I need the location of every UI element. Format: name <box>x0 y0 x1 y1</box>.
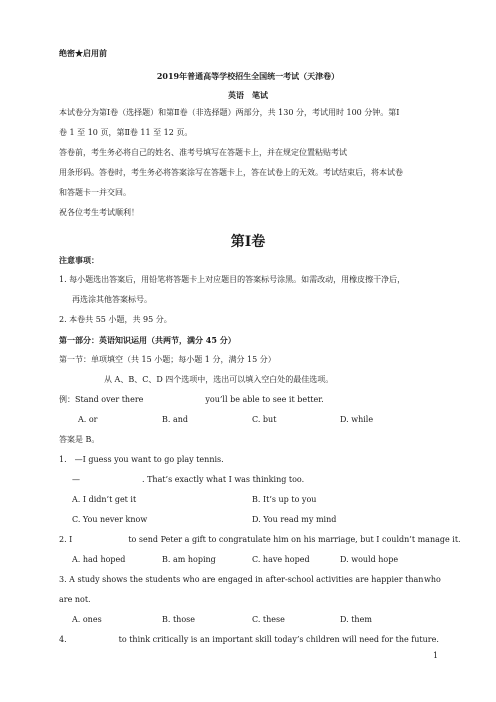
note-1b: 再选涂其他答案标号。 <box>72 295 152 304</box>
example-stem <box>59 395 324 405</box>
subpart-1-heading: 第一节：单项填空（共 15 小题；每小题 1 分，满分 15 分） <box>59 355 276 364</box>
q2-option-d: D. would hope <box>340 555 399 564</box>
q2-option-b: B. am hoping <box>162 555 216 564</box>
q1-reply <box>72 475 304 485</box>
q1-reply-dash: — <box>72 475 80 484</box>
q3-stem-who: who <box>424 575 441 584</box>
part-1-heading: 第一部分：英语知识运用（共两节，满分 45 分） <box>59 335 236 345</box>
note-2: 2. 本卷共 55 小题，共 95 分。 <box>59 315 172 324</box>
q1-reply-post: . That’s exactly what I was thinking too. <box>142 475 305 484</box>
exam-title: 2019年普通高等学校招生全国统一考试（天津卷） <box>156 71 340 81</box>
q3-option-a: A. ones <box>72 615 102 624</box>
q2-stem-pre: 2. I <box>59 535 73 544</box>
q2-option-a: A. had hoped <box>72 555 126 564</box>
q2-stem <box>59 535 461 545</box>
q1-option-d: D. You read my mind <box>252 515 337 524</box>
q1-option-c: C. You never know <box>72 515 148 524</box>
q1-option-a: A. I didn’t get it <box>72 495 137 504</box>
confidential-label: 绝密★启用前 <box>59 48 107 58</box>
example-option-c: C. but <box>252 415 277 424</box>
page-number: 1 <box>433 651 439 660</box>
intro-line-6: 祝各位考生考试顺利！ <box>59 208 139 217</box>
intro-line-1: 本试卷分为第Ⅰ卷（选择题）和第Ⅱ卷（非选择题）两部分，共 130 分，考试用时 100 分钟。第Ⅰ <box>59 108 400 117</box>
intro-line-5: 和答题卡一并交回。 <box>59 188 131 197</box>
section-title: 第Ⅰ卷 <box>230 234 266 250</box>
intro-line-3: 答卷前，考生务必将自己的姓名、准考号填写在答题卡上，并在规定位置粘贴考试 <box>59 148 347 157</box>
notes-heading: 注意事项： <box>59 255 99 265</box>
note-1a: 1. 每小题选出答案后，用铅笔将答题卡上对应题目的答案标号涂黑。如需改动，用橡皮擦干净后， <box>59 275 406 284</box>
example-stem-pre: 例：Stand over there <box>59 395 144 404</box>
q4-stem-post: to think critically is an important skill today’s children will need for the future. <box>118 635 439 644</box>
q3-option-c: C. these <box>252 615 285 624</box>
q3-option-b: B. those <box>162 615 195 624</box>
example-option-a: A. or <box>78 415 98 424</box>
example-answer: 答案是 B。 <box>59 435 100 444</box>
q4-stem-pre: 4. <box>59 635 67 644</box>
q3-stem-cont: are not. <box>59 595 91 604</box>
intro-line-2: 卷 1 至 10 页，第Ⅱ卷 11 至 12 页。 <box>59 128 193 137</box>
example-option-d: D. while <box>340 415 374 424</box>
q3-option-d: D. them <box>340 615 372 624</box>
q3-stem: 3. A study shows the students who are engaged in after-school activities are happier than <box>59 575 424 584</box>
q2-option-c: C. have hoped <box>252 555 310 564</box>
q4-stem <box>59 635 439 645</box>
intro-line-4: 用条形码。答卷时，考生务必将答案涂写在答题卡上，答在试卷上的无效。考试结束后，将本试卷 <box>59 168 403 177</box>
q2-stem-post: to send Peter a gift to congratulate him on his marriage, but I couldn’t manage it. <box>128 535 461 544</box>
subject-title: 英语 笔试 <box>228 90 268 100</box>
q1-stem: 1. —I guess you want to go play tennis. <box>59 455 224 464</box>
example-stem-post: you’ll be able to see it better. <box>205 395 324 404</box>
example-option-b: B. and <box>162 415 189 424</box>
q1-option-b: B. It’s up to you <box>252 495 317 504</box>
instruction-line: 从 A、B、C、D 四个选项中，选出可以填入空白处的最佳选项。 <box>104 375 334 384</box>
